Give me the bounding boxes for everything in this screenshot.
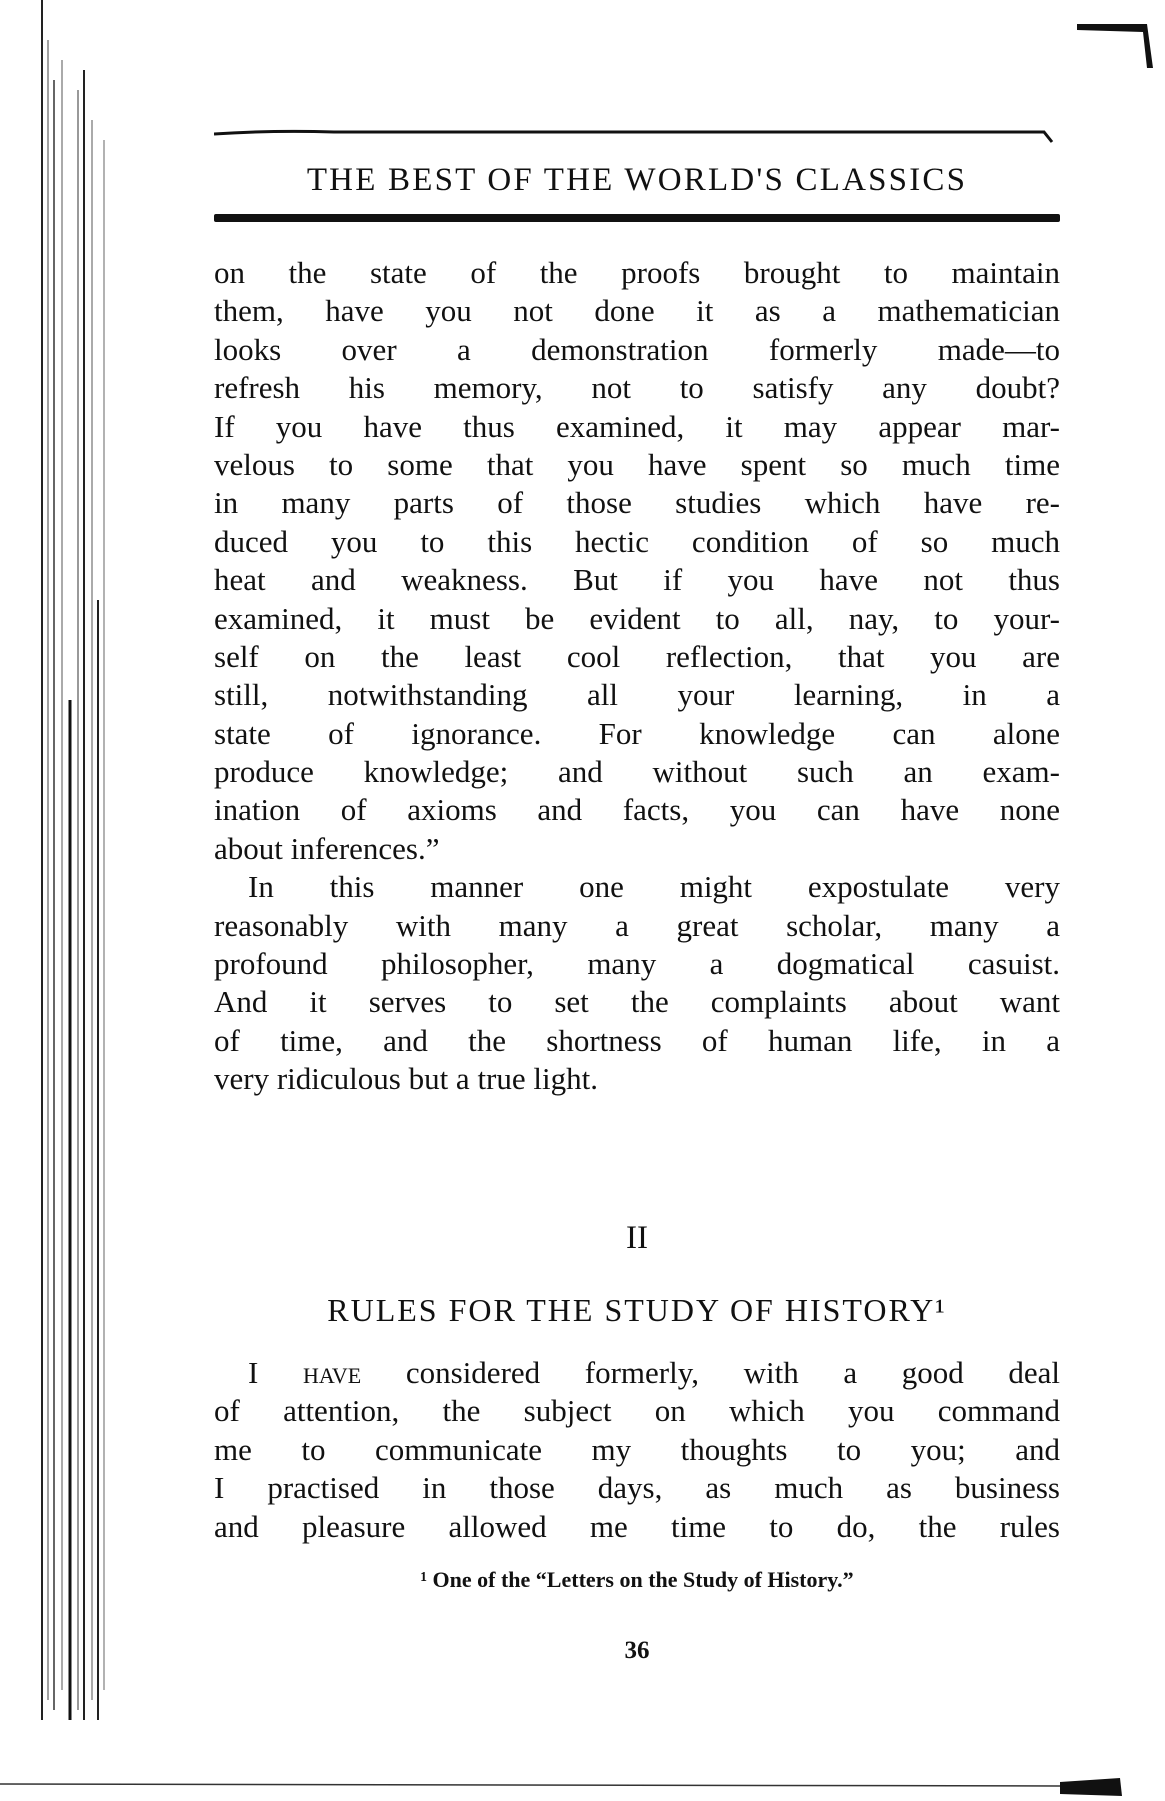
footnote: ¹ One of the “Letters on the Study of History.” — [420, 1567, 854, 1592]
chapter-body-text — [214, 1354, 1060, 1546]
text-line: still, notwithstanding all your learning, in a — [214, 677, 1060, 713]
text-line: on the state of the proofs brought to maintain — [214, 255, 1060, 290]
text-line: self on the least cool reflection, that you are — [214, 638, 1060, 674]
text-line: And it serves to set the complaints about want — [214, 984, 1060, 1020]
first-word: I — [248, 1355, 259, 1390]
header-top-rule — [214, 124, 1060, 144]
text-line: about inferences.” — [214, 830, 440, 866]
text-line: reasonably with many a great scholar, many a — [214, 907, 1060, 943]
chapter-number: II — [626, 1220, 648, 1256]
text-line: very ridiculous but a true light. — [214, 1061, 598, 1097]
text-line: looks over a demonstration formerly made—to — [214, 331, 1060, 367]
text-line: velous to some that you have spent so much time — [214, 446, 1060, 482]
running-head: THE BEST OF THE WORLD'S CLASSICS — [306, 162, 968, 198]
text-line: refresh his memory, not to satisfy any doubt? — [214, 370, 1060, 406]
text-line: If you have thus examined, it may appear mar- — [214, 408, 1060, 444]
body-text — [214, 254, 1060, 1099]
text-line: and pleasure allowed me time to do, the rules — [214, 1508, 1060, 1544]
text-line: in many parts of those studies which have re- — [214, 485, 1060, 521]
text-line: profound philosopher, many a dogmatical casuist. — [214, 946, 1060, 982]
text-line: state of ignorance. For knowledge can alone — [214, 715, 1060, 751]
chapter-title: RULES FOR THE STUDY OF HISTORY¹ — [327, 1292, 947, 1328]
corner-mark — [1077, 20, 1157, 70]
text-line: heat and weakness. But if you have not thus — [214, 562, 1060, 598]
text-line: of attention, the subject on which you command — [214, 1393, 1060, 1429]
smallcaps-word: have — [302, 1355, 362, 1390]
text-line: examined, it must be evident to all, nay, to your- — [214, 600, 1060, 636]
first-line-rest: considered formerly, with a good deal — [405, 1355, 1061, 1390]
text-line: In this manner one might expostulate very — [248, 869, 1060, 905]
header-bottom-rule — [214, 214, 1060, 222]
text-line: me to communicate my thoughts to you; and — [214, 1431, 1060, 1467]
text-line: produce knowledge; and without such an exam- — [214, 754, 1060, 790]
text-line: of time, and the shortness of human life, in a — [214, 1022, 1060, 1058]
page-number: 36 — [624, 1637, 650, 1664]
text-line: them, have you not done it as a mathematician — [214, 293, 1060, 329]
binding-gutter-lines — [34, 0, 114, 1720]
text-line: duced you to this hectic condition of so much — [214, 523, 1060, 559]
text-line — [214, 1354, 1060, 1392]
text-line: ination of axioms and facts, you can have none — [214, 792, 1060, 828]
text-line: I practised in those days, as much as business — [214, 1470, 1060, 1506]
bottom-scan-rule — [0, 1774, 1165, 1798]
